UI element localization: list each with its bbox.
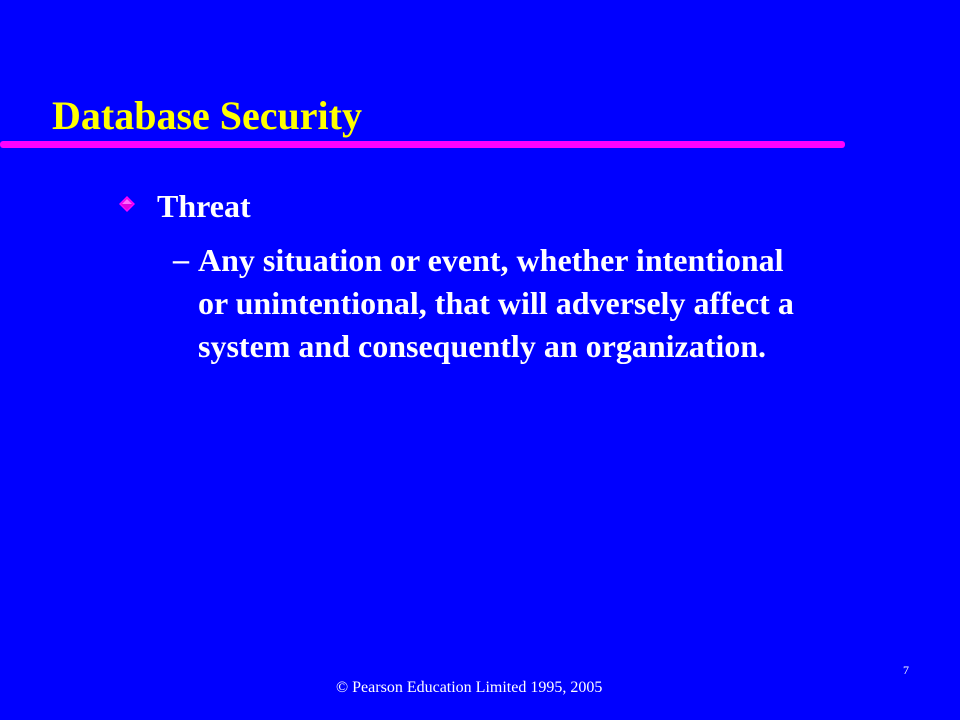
- sub-bullet-dash: –: [173, 241, 189, 277]
- diamond-bullet-icon: [119, 196, 135, 212]
- bullet-threat: Threat: [157, 188, 251, 224]
- page-number: 7: [903, 663, 909, 677]
- definition-line-1: Any situation or event, whether intentional: [198, 242, 784, 278]
- definition-line-3: system and consequently an organization.: [198, 328, 767, 364]
- copyright-footer: © Pearson Education Limited 1995, 2005: [336, 679, 603, 696]
- title-underline: [0, 141, 845, 148]
- definition-line-2: or unintentional, that will adversely affect a: [198, 285, 794, 321]
- slide-title: Database Security: [52, 93, 362, 138]
- sub-bullet-threat-definition: [198, 239, 918, 368]
